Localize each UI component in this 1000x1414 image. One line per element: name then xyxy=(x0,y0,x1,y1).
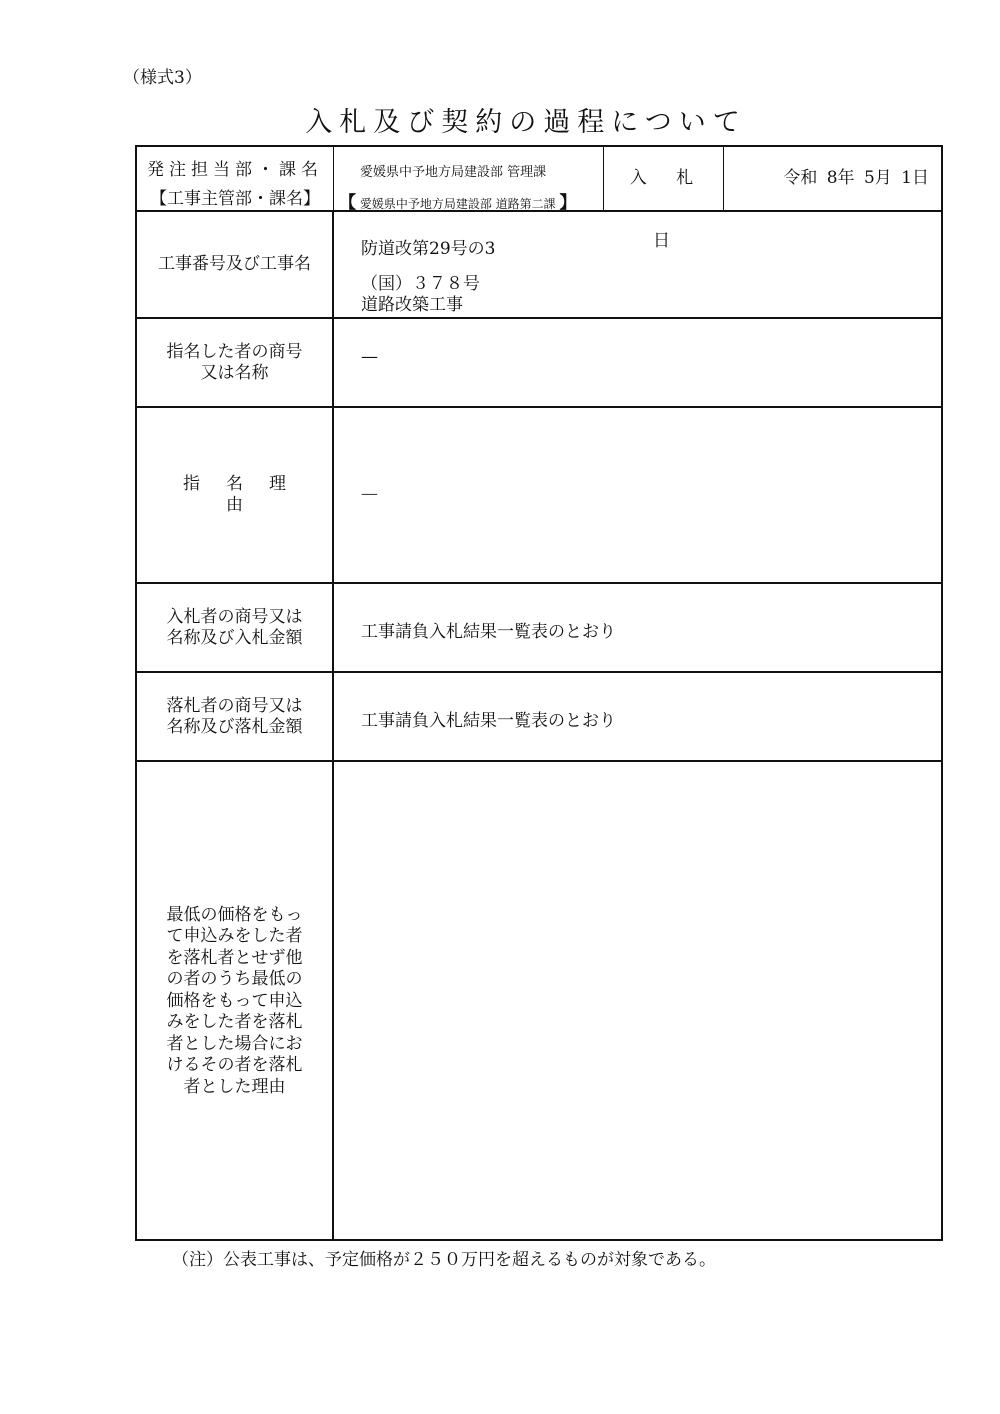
dept-value-cell xyxy=(334,147,604,213)
dept-label-cell xyxy=(137,147,334,210)
row-bidders xyxy=(137,584,941,673)
bracket-close: 】 xyxy=(559,193,577,213)
winner-value-cell xyxy=(334,673,941,760)
reason-label-cell xyxy=(137,408,334,582)
row-winner xyxy=(137,673,941,762)
nominated-value: — xyxy=(361,347,378,367)
exception-label-cell xyxy=(137,762,334,1241)
bid-date-label: 入 札 日 xyxy=(604,147,724,210)
project-route: （国）３７８号 xyxy=(361,274,480,294)
dept-label-line2: 【工事主管部・課名】 xyxy=(150,189,320,209)
bid-date-value: 令和 8年 5月 1日 xyxy=(783,168,929,188)
winner-label-line1: 落札者の商号又は xyxy=(166,695,303,716)
form-id: （様式3） xyxy=(123,68,202,88)
reason-label: 指名理由 xyxy=(183,474,312,515)
project-name: 道路改築工事 xyxy=(361,295,463,315)
nominated-label-line2: 又は名称 xyxy=(200,362,269,383)
project-label: 工事番号及び工事名 xyxy=(137,212,334,317)
exception-label: 最低の価格をもって申込みをした者を落札者とせず他の者のうち最低の価格をもって申込みをした者を落札者とした場合におけるその者を落札者とした理由 xyxy=(166,904,303,1097)
exception-value xyxy=(334,762,941,1241)
row-exception xyxy=(137,762,941,1241)
nominated-label xyxy=(137,319,334,406)
page-title: 入札及び契約の過程について xyxy=(305,107,747,138)
nominated-label-line1: 指名した者の商号 xyxy=(166,341,303,362)
nominated-value-cell xyxy=(334,319,941,406)
bidders-value-cell xyxy=(334,584,941,671)
dept-value-line2 xyxy=(339,188,576,213)
project-value xyxy=(334,212,941,317)
winner-label-line2: 名称及び落札金額 xyxy=(166,716,303,737)
winner-value: 工事請負入札結果一覧表のとおり xyxy=(361,711,616,731)
project-number: 防道改第29号の3 xyxy=(361,239,496,259)
bidders-label xyxy=(137,584,334,671)
footnote: （注）公表工事は、予定価格が２５０万円を超えるものが対象である。 xyxy=(172,1250,716,1270)
bracket-open: 【 xyxy=(339,193,356,213)
row-project xyxy=(137,212,941,319)
row-nominated xyxy=(137,319,941,408)
winner-label xyxy=(137,673,334,760)
dept-value-line1: 愛媛県中予地方局建設部 管理課 xyxy=(360,165,547,180)
bidders-label-line1: 入札者の商号又は xyxy=(166,606,303,627)
bidders-label-line2: 名称及び入札金額 xyxy=(166,627,303,648)
row-reason xyxy=(137,408,941,584)
bidders-value: 工事請負入札結果一覧表のとおり xyxy=(361,622,616,642)
reason-value-cell xyxy=(334,408,941,582)
reason-value: — xyxy=(361,484,378,504)
dept-label-line1: 発注担当部・課名 xyxy=(147,160,323,180)
dept-value-line2-text: 愛媛県中予地方局建設部 道路第二課 xyxy=(359,197,556,211)
main-table xyxy=(135,212,943,1241)
